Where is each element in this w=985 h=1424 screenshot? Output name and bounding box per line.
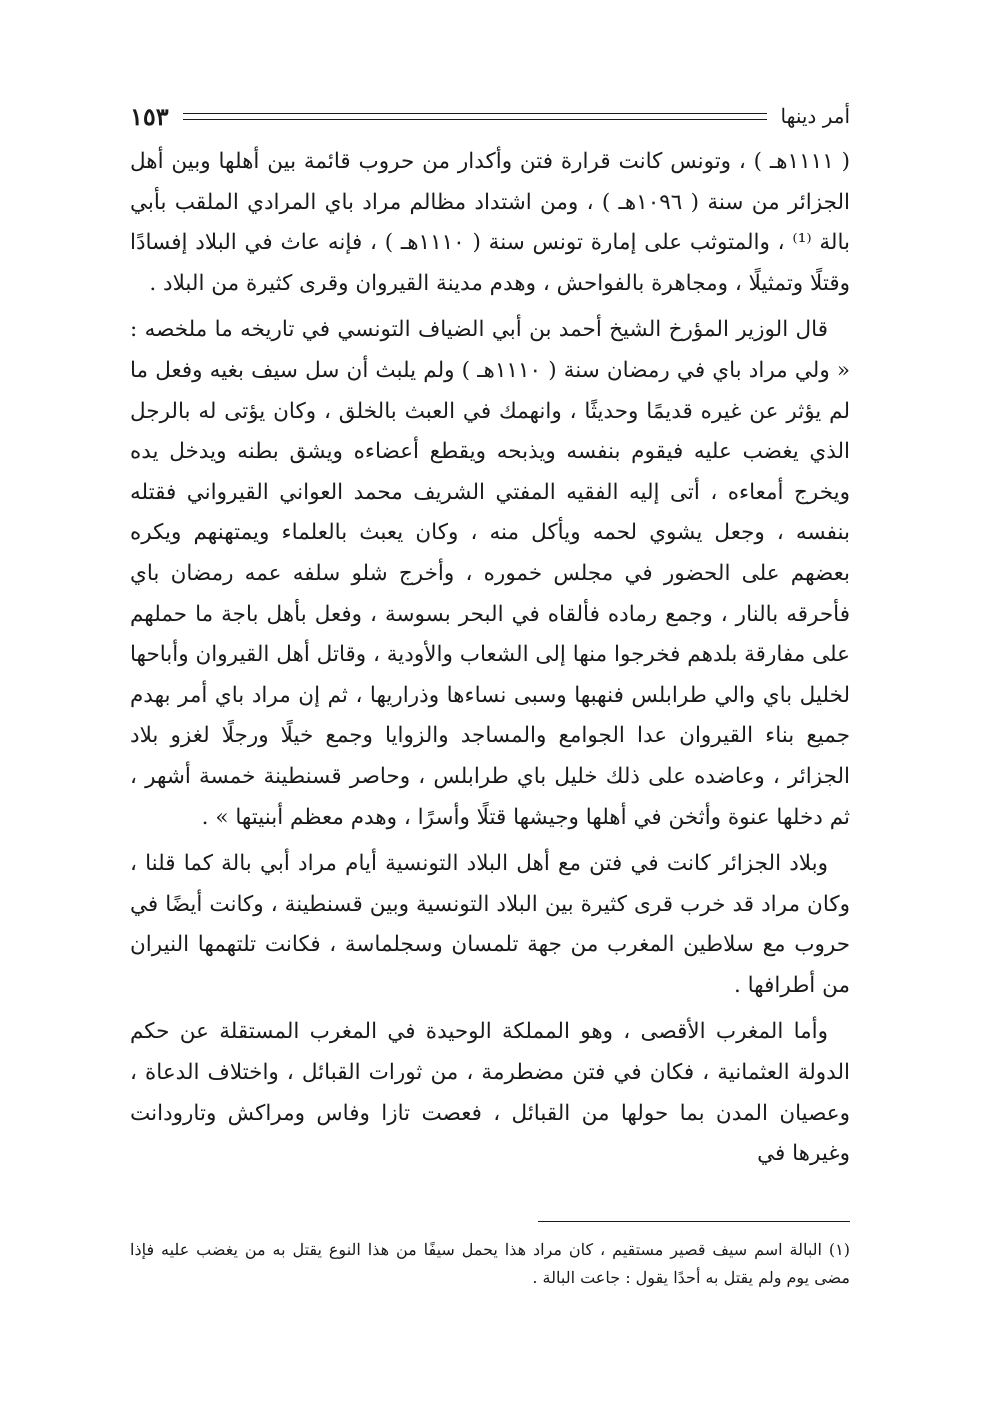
footnote bbox=[130, 1236, 850, 1292]
running-header bbox=[130, 96, 850, 136]
footnote-separator bbox=[538, 1221, 850, 1222]
paragraph-2: قال الوزير المؤرخ الشيخ أحمد بن أبي الضياف التونسي في تاريخه ما ملخصه : « ولي مراد باي في رمضان سنة ( ١١١٠هـ ) ولم يلبث أن سل سيف بغيه وفعل ما لم يؤثر عن غيره قديمًا وحديثًا ، وانهمك في العبث بالخلق ، وكان يؤتى له بالرجل الذي يغضب عليه فيقوم بنفسه ويذبحه ويقطع أعضاءه ويشق بطنه ويدخل يده ويخرج أمعاءه ، أتى إليه الفقيه المفتي الشريف محمد العواني القيرواني فقتله بنفسه ، وجعل يشوي لحمه ويأكل منه ، وكان يعبث بالعلماء ويمتهنهم ويكره بعضهم على الحضور في مجلس خموره ، وأخرج شلو سلفه عمه رمضان باي فأحرقه بالنار ، وجمع رماده فألقاه في البحر بسوسة ، وفعل بأهل باجة ما حملهم على مفارقة بلدهم فخرجوا منها إلى الشعاب والأودية ، وقاتل أهل القيروان وأباحها لخليل باي والي طرابلس فنهبها وسبى نساءها وذراريها ، ثم إن مراد باي أمر بهدم جميع بناء القيروان عدا الجوامع والمساجد والزوايا وجمع خيلًا ورجلًا لغزو بلاد الجزائر ، وعاضده على ذلك خليل باي طرابلس ، وحاصر قسنطينة خمسة أشهر ، ثم دخلها عنوة وأثخن في أهلها وجيشها قتلًا وأسرًا ، وهدم معظم أبنيتها » . bbox=[130, 317, 850, 830]
body-text bbox=[130, 142, 850, 1175]
paragraph-1: ( ١١١١هـ ) ، وتونس كانت قرارة فتن وأكدار من حروب قائمة بين أهلها وبين أهل الجزائر من سنة ( ١٠٩٦هـ ) ، ومن اشتداد مظالم مراد باي المرادي الملقب بأبي بالة ⁽¹⁾ ، والمتوثب على إمارة تونس سنة ( ١١١٠هـ ) ، فإنه عاث في البلاد إفسادًا وقتلًا وتمثيلًا ، ومجاهرة بالفواحش ، وهدم مدينة القيروان وقرى كثيرة من البلاد . bbox=[130, 149, 850, 296]
paragraph-3: وبلاد الجزائر كانت في فتن مع أهل البلاد التونسية أيام مراد أبي بالة كما قلنا ، وكان مراد قد خرب قرى كثيرة بين البلاد التونسية وبين قسنطينة ، وكانت أيضًا في حروب مع سلاطين المغرب من جهة تلمسان وسجلماسة ، فكانت تلتهمها النيران من أطرافها . bbox=[130, 851, 850, 998]
book-page bbox=[130, 96, 850, 1326]
footnote-text: (١) البالة اسم سيف قصير مستقيم ، كان مراد هذا يحمل سيفًا من هذا النوع يقتل به من يغضب عليه فإذا مضى يوم ولم يقتل به أحدًا يقول : جاعت البالة . bbox=[130, 1240, 850, 1287]
header-double-rule bbox=[183, 113, 767, 120]
paragraph-4: وأما المغرب الأقصى ، وهو المملكة الوحيدة في المغرب المستقلة عن حكم الدولة العثمانية ، فكان في فتن مضطرمة ، من ثورات القبائل ، واختلاف الدعاة ، وعصيان المدن بما حولها من القبائل ، فعصت تازا وفاس ومراكش وتارودانت وغيرها في bbox=[130, 1019, 850, 1167]
running-title: أمر دينها bbox=[780, 104, 850, 128]
page-number: ١٥٣ bbox=[130, 101, 169, 131]
